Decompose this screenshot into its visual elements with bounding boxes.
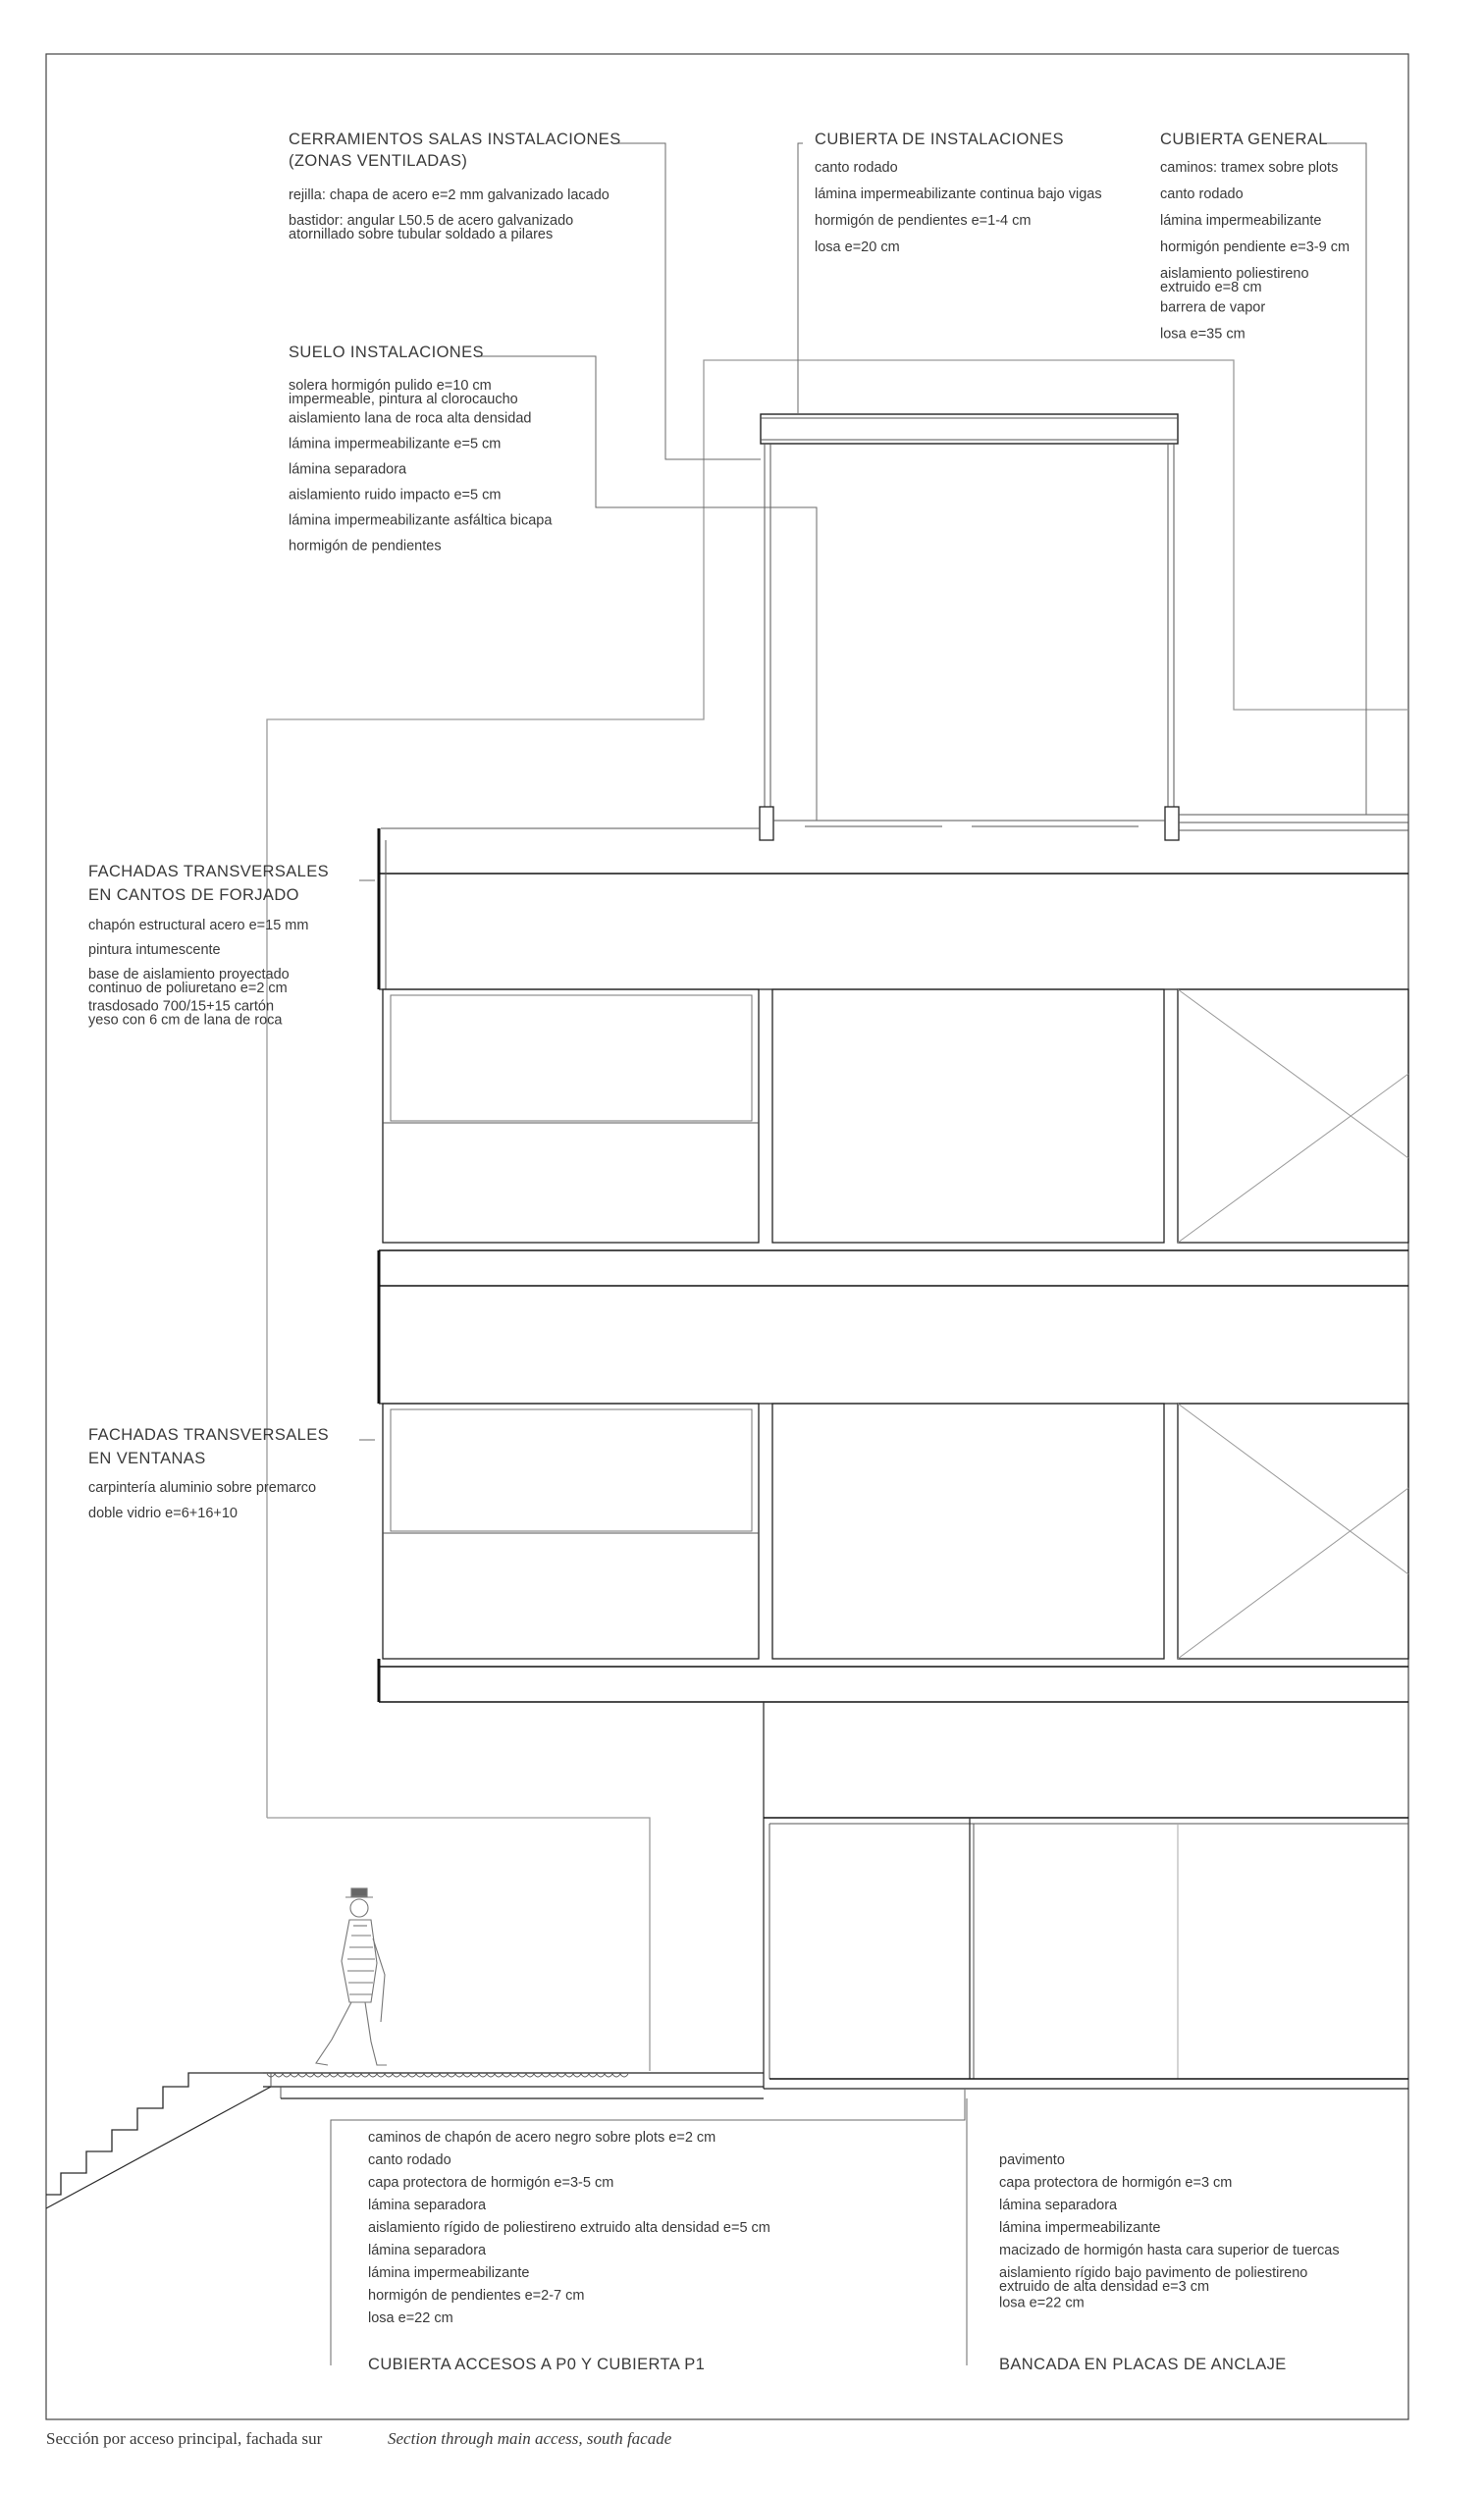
note-item: aislamiento rígido bajo pavimento de poliestireno — [999, 2265, 1308, 2281]
note-item: impermeable, pintura al clorocaucho — [289, 392, 518, 407]
note-item: caminos de chapón de acero negro sobre plots e=2 cm — [368, 2130, 716, 2146]
note-item: pavimento — [999, 2152, 1065, 2168]
roof-deck — [381, 815, 1408, 830]
note-item: hormigón pendiente e=3-9 cm — [1160, 239, 1351, 255]
zoning-outline-lower — [267, 1818, 650, 2071]
note-suelo-instalaciones — [289, 344, 553, 555]
note-title: FACHADAS TRANSVERSALES — [88, 1426, 330, 1444]
note-item: lámina impermeabilizante — [999, 2220, 1161, 2236]
note-item: capa protectora de hormigón e=3 cm — [999, 2175, 1233, 2191]
note-item: rejilla: chapa de acero e=2 mm galvanizado lacado — [289, 187, 610, 203]
note-item: lámina separadora — [999, 2198, 1118, 2213]
installations-room — [760, 414, 1179, 840]
note-item: lámina separadora — [289, 461, 407, 478]
note-item: lámina separadora — [368, 2243, 487, 2258]
note-item: extruido e=8 cm — [1160, 280, 1262, 295]
leader-lines — [331, 143, 1366, 2365]
note-item: aislamiento ruido impacto e=5 cm — [289, 487, 502, 504]
annotations — [88, 131, 1350, 2373]
note-item: extruido de alta densidad e=3 cm — [999, 2279, 1210, 2295]
note-item: atornillado sobre tubular soldado a pilares — [289, 227, 554, 242]
note-item: losa e=20 cm — [815, 239, 900, 255]
note-item: aislamiento poliestireno — [1160, 266, 1309, 282]
note-item: lámina impermeabilizante continua bajo vigas — [815, 186, 1102, 202]
note-item: lámina separadora — [368, 2198, 487, 2213]
note-cubierta-general — [1160, 131, 1350, 343]
note-item: losa e=22 cm — [368, 2310, 453, 2326]
note-item: lámina impermeabilizante — [1160, 213, 1322, 229]
note-item: bastidor: angular L50.5 de acero galvanizado — [289, 213, 574, 229]
note-title: BANCADA EN PLACAS DE ANCLAJE — [999, 2356, 1287, 2373]
note-item: aislamiento rígido de poliestireno extruido alta densidad e=5 cm — [368, 2220, 770, 2236]
note-title: CUBIERTA DE INSTALACIONES — [815, 131, 1064, 148]
note-fachadas-forjado — [88, 863, 329, 1029]
note-item: losa e=22 cm — [999, 2295, 1085, 2311]
caption-english: Section through main access, south facade — [388, 2429, 672, 2448]
note-title: SUELO INSTALACIONES — [289, 344, 484, 361]
note-item: trasdosado 700/15+15 cartón — [88, 998, 275, 1015]
note-item: carpintería aluminio sobre premarco — [88, 1480, 317, 1496]
note-item: canto rodado — [368, 2152, 451, 2168]
note-item: caminos: tramex sobre plots — [1160, 160, 1339, 176]
note-title: EN CANTOS DE FORJADO — [88, 886, 299, 904]
building-facade — [379, 828, 1408, 2089]
note-title: CUBIERTA ACCESOS A P0 Y CUBIERTA P1 — [368, 2356, 706, 2373]
note-item: lámina impermeabilizante e=5 cm — [289, 436, 502, 452]
note-cubierta-accesos — [368, 2130, 770, 2373]
note-item: macizado de hormigón hasta cara superior de tuercas — [999, 2243, 1340, 2258]
note-item: yeso con 6 cm de lana de roca — [88, 1012, 283, 1029]
note-title: (ZONAS VENTILADAS) — [289, 152, 468, 170]
note-title: CUBIERTA GENERAL — [1160, 131, 1328, 148]
note-item: hormigón de pendientes e=1-4 cm — [815, 213, 1032, 229]
note-item: pintura intumescente — [88, 942, 221, 958]
note-cubierta-instalaciones — [815, 131, 1102, 255]
note-item: canto rodado — [815, 160, 898, 176]
note-item: canto rodado — [1160, 186, 1244, 202]
note-item: continuo de poliuretano e=2 cm — [88, 981, 288, 996]
note-item: hormigón de pendientes — [289, 538, 442, 555]
stair — [46, 2073, 263, 2195]
scale-figure — [316, 1888, 387, 2065]
note-fachadas-ventanas — [88, 1426, 329, 1521]
note-item: doble vidrio e=6+16+10 — [88, 1506, 238, 1521]
note-item: barrera de vapor — [1160, 299, 1266, 316]
note-item: lámina impermeabilizante asfáltica bicapa — [289, 512, 553, 529]
note-title: CERRAMIENTOS SALAS INSTALACIONES — [289, 131, 621, 148]
note-item: hormigón de pendientes e=2-7 cm — [368, 2288, 585, 2304]
note-item: capa protectora de hormigón e=3-5 cm — [368, 2175, 614, 2191]
caption-spanish: Sección por acceso principal, fachada sur — [46, 2429, 323, 2448]
note-item: losa e=35 cm — [1160, 326, 1246, 343]
note-item: lámina impermeabilizante — [368, 2265, 530, 2281]
note-bancada — [999, 2152, 1340, 2373]
zoning-outline — [267, 360, 1408, 1818]
note-item: solera hormigón pulido e=10 cm — [289, 378, 492, 394]
note-cerramientos — [289, 131, 621, 242]
note-item: aislamiento lana de roca alta densidad — [289, 410, 532, 427]
sheet-frame — [46, 54, 1408, 2419]
note-item: base de aislamiento proyectado — [88, 967, 290, 982]
note-item: chapón estructural acero e=15 mm — [88, 918, 309, 933]
note-title: EN VENTANAS — [88, 1450, 206, 1467]
note-title: FACHADAS TRANSVERSALES — [88, 863, 330, 880]
